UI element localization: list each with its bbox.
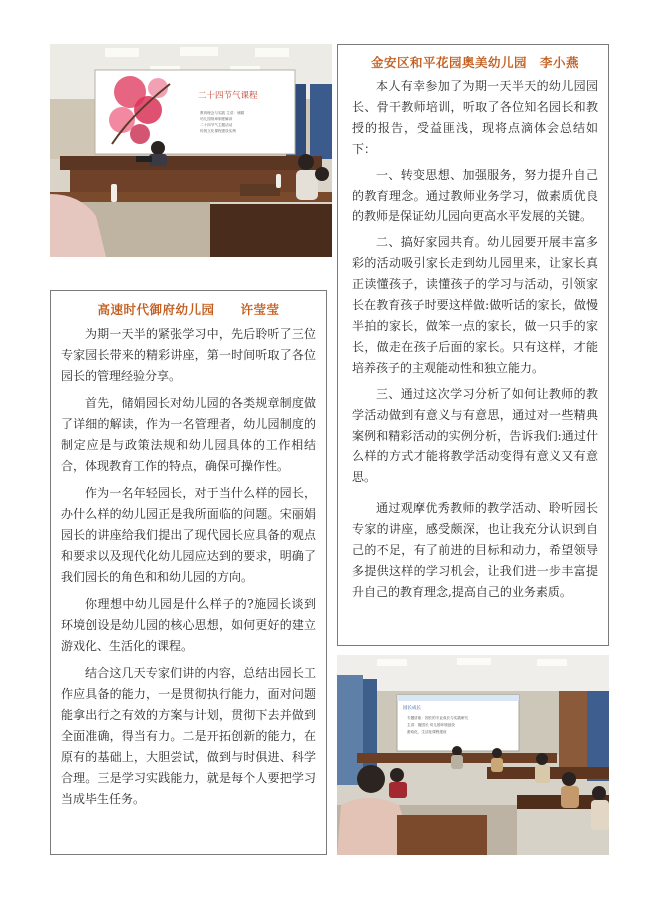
paragraph: 通过观摩优秀教师的教学活动、聆听园长专家的讲座，感受颇深，也让我充分认识到自己的不足，有了前进的目标和动力，希望领导多提供这样的学习机会，让我们进一步丰富提升自己的教育理念,提高自己的业务素质。 — [352, 501, 598, 599]
slide-title: 二十四节气课程 — [198, 91, 258, 101]
slide-line: 游戏化、生活化课程建设 — [407, 730, 447, 734]
paragraph: 为期一天半的紧张学习中，先后聆听了三位专家园长带来的精彩讲座，第一时间听取了各位园长的管理经验分享。 — [61, 327, 316, 383]
slide-line: 教育理念与实践 主讲：储娟 — [200, 111, 245, 115]
paragraph: 作为一名年轻园长，对于当什么样的园长，办什么样的幼儿园正是我所面临的问题。宋丽娟园长的讲座给我们提出了现代园长应具备的观点和要求以及现代化幼儿园应达到的要求，明确了我们园长的角色和和幼儿园的方向。 — [61, 486, 316, 584]
slide-line: 传统文化课程建设实例 — [200, 129, 236, 133]
paragraph: 三、通过这次学习分析了如何让教师的教学活动做到有意义与有意思，通过对一些精典案例和精彩活动的实例分析，告诉我们:通过什么样的方式才能将教学活动变得有意义又有意思。 — [352, 386, 598, 485]
slide-line: 二十四节气主题活动 — [200, 123, 233, 127]
slide-line: 主讲：施园长 幼儿园环境创设 — [407, 723, 455, 727]
slide-line: 专题讲座：园长的专业成长与实践研究 — [407, 716, 469, 720]
slide-line: 幼儿园规章制度解读 — [200, 117, 233, 121]
article-heading: 高速时代御府幼儿园 许莹莹 — [97, 302, 280, 317]
paragraph: 首先，储娟园长对幼儿园的各类规章制度做了详细的解读，作为一名管理者，幼儿园制度的制定应是与政策法规和幼儿园具体的工作相结合，体现教育工作的特点，确保可操作性。 — [61, 396, 316, 473]
article-heading: 金安区和平花园奥美幼儿园 李小燕 — [370, 55, 579, 70]
paragraph: 结合这几天专家们讲的内容，总结出园长工作应具备的能力，一是贯彻执行能力，面对问题能拿出行之有效的方案与计划，贯彻下去并做到全面准确，得当有力。二是开拓创新的能力，在原有的基础上，大胆尝试，做到与时俱进、科学合理。三是学习实践能力，就是每个人要把学习当成毕生任务。 — [61, 666, 316, 806]
paragraph: 本人有幸参加了为期一天半天的幼儿园园长、骨干教师培训，听取了各位知名园长和教授的报告，受益匪浅，现将点滴体会总结如下： — [352, 79, 598, 156]
paragraph: 二、搞好家园共育。幼儿园要开展丰富多彩的活动吸引家长走到幼儿园里来，让家长真正读懂孩子，读懂孩子的学习与活动，引领家长在教育孩子时要这样做:做听话的家长，做慢半拍的家长，做笨一点的家长，做一只手的家长，做走在孩子后面的家长。只有这样，才能培养孩子的主观能动性和独立能力。 — [352, 235, 598, 375]
lecture-photo-top — [50, 44, 332, 257]
paragraph: 你理想中幼儿园是什么样子的?施园长谈到环境创设是幼儿园的核心思想，如何更好的建立游戏化、生活化的课程。 — [61, 597, 316, 653]
article-left — [50, 290, 327, 855]
lecture-photo-bottom — [337, 655, 609, 855]
article-right — [337, 44, 609, 646]
slide-title: 园长成长 — [403, 706, 421, 711]
paragraph: 一、转变思想、加强服务，努力提升自己的教育理念。通过教师业务学习，做素质优良的教师是保证幼儿园向更高水平发展的关键。 — [352, 167, 598, 224]
